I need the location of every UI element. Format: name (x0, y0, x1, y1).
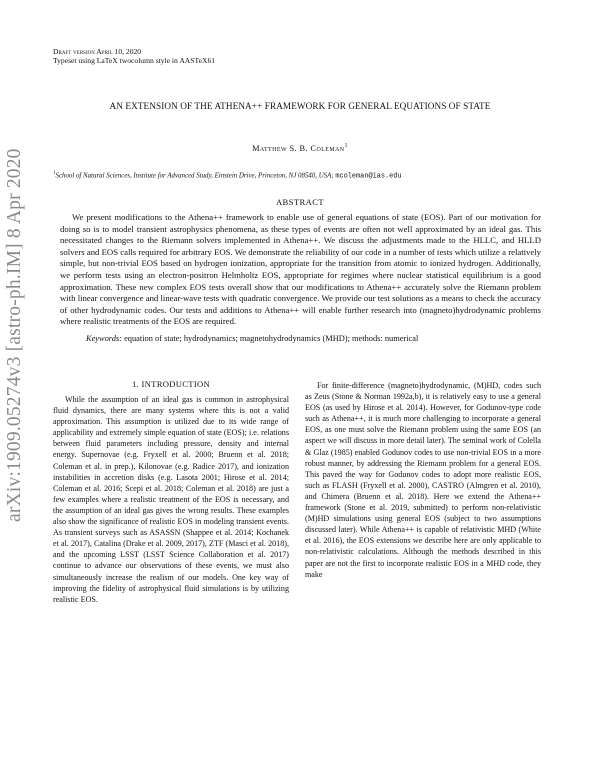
paper-title: AN EXTENSION OF THE ATHENA++ FRAMEWORK FOR GENERAL EQUATIONS OF STATE (109, 101, 491, 111)
author-name: Matthew S. B. Coleman (252, 143, 345, 153)
affiliation-superscript: 1 (53, 171, 56, 176)
author-line (0, 143, 600, 153)
affiliation-text: School of Natural Sciences, Institute for Advanced Study, Einstein Drive, Princeton, NJ 08540, USA; (55, 172, 334, 180)
arxiv-identifier[interactable]: arXiv:1909.05274v3 [astro-ph.IM] 8 Apr 2020 (4, 148, 25, 522)
abstract-body (60, 212, 541, 328)
section-heading: 1. INTRODUCTION (131, 379, 211, 389)
keywords (86, 334, 546, 343)
keywords-text: equation of state; hydrodynamics; magnetohydrodynamics (MHD); methods: numerical (124, 334, 419, 343)
keywords-label: Keywords: (86, 334, 122, 343)
author-superscript: 1 (344, 143, 348, 149)
abstract-text: We present modifications to the Athena++ framework to enable use of general equations of state (EOS). Part of our motivation for doing so is to model transient astrophysics phenomena, as these types of events are often not well approximated by an ideal gas. This necessitated changes to the Riemann solvers implemented in Athena++. We discuss the adjustments made to the HLLC, and HLLD solvers and EOS calls required for arbitrary EOS. We demonstrate the reliability of our code in a number of tests which utilize a relatively simple, but non-trivial EOS based on hydrogen ionization, appropriate for the transition from atomic to ionized hydrogen. Additionally, we perform tests using an electron-positron Helmholtz EOS, appropriate for regimes where nuclear statistical equilibrium is a good approximation. These new complex EOS tests overall show that our modifications to Athena++ accurately solve the Riemann problem with linear convergence and linear-wave tests with quadratic convergence. We provide our test solutions as a means to check the accuracy of other hydrodynamic codes. Our tests and additions to Athena++ will enable further research into (magneto)hydrodynamic problems where realistic treatments of the EOS are required. (60, 212, 541, 327)
right-column (305, 380, 541, 580)
draft-version: Draft version April 10, 2020 (53, 47, 142, 56)
typeset-note: Typeset using LaTeX twocolumn style in AASTeX61 (53, 56, 216, 65)
abstract-heading: ABSTRACT (275, 197, 325, 207)
left-column (53, 394, 289, 605)
affiliation (53, 171, 553, 180)
author-email[interactable]: mcoleman@ias.edu (335, 172, 402, 181)
intro-paragraph-1: While the assumption of an ideal gas is common in astrophysical fluid dynamics, there are many systems where this is not a valid approximation. This assumption is utilized due to its wide range of applicability and extremely simple equation of state (EOS); i.e. relations between fluid parameters including pressure, density and internal energy. Supernovae (e.g. Fryxell et al. 2000; Bruenn et al. 2018; Coleman et al. in prep.), Kilonovae (e.g. Radice 2017), and ionization instabilities in accretion disks (e.g. Lasota 2001; Hirose et al. 2014; Coleman et al. 2016; Scepi et al. 2018; Coleman et al. 2018) are just a few examples where a realistic treatment of the EOS is necessary, and the assumption of an ideal gas gives the wrong results. These examples also show the significance of realistic EOS in modeling transient events. As transient surveys such as ASASSN (Shappee et al. 2014; Kochanek et al. 2017), Catalina (Drake et al. 2009, 2017), ZTF (Masci et al. 2018), and the upcoming LSST (LSST Science Collaboration et al. 2017) continue to advance our observations of these events, we must also simultaneously increase the realism of our models. One key way of improving the fidelity of astrophysical fluid simulations is by utilizing realistic EOS. (53, 395, 289, 604)
intro-paragraph-2: For finite-difference (magneto)hydrodynamic, (M)HD, codes such as Zeus (Stone & Norman 1992a,b), it is relatively easy to use a general EOS (as used by Hirose et al. 2014). However, for Godunov-type code such as Athena++, it is much more challenging to incorporate a general EOS, as one must solve the Riemann problem using the same EOS (an aspect we will discuss in more detail later). The seminal work of Colella & Glaz (1985) enabled Godunov codes to use non-trivial EOS in a more robust manner, by addressing the Riemann problem for a general EOS. This paved the way for Godunov codes to adopt more realistic EOS, such as FLASH (Fryxell et al. 2000), CASTRO (Almgren et al. 2010), and Chimera (Bruenn et al. 2018). Here we extend the Athena++ framework (Stone et al. 2019, submitted) to perform non-relativistic (M)HD simulations using general EOS (subject to two assumptions discussed later). While Athena++ is capable of relativistic MHD (White et al. 2016), the EOS extensions we describe here are only applicable to non-relativistic calculations. Although the methods described in this paper are not the first to incorporate realistic EOS in a MHD code, they make (305, 381, 541, 579)
